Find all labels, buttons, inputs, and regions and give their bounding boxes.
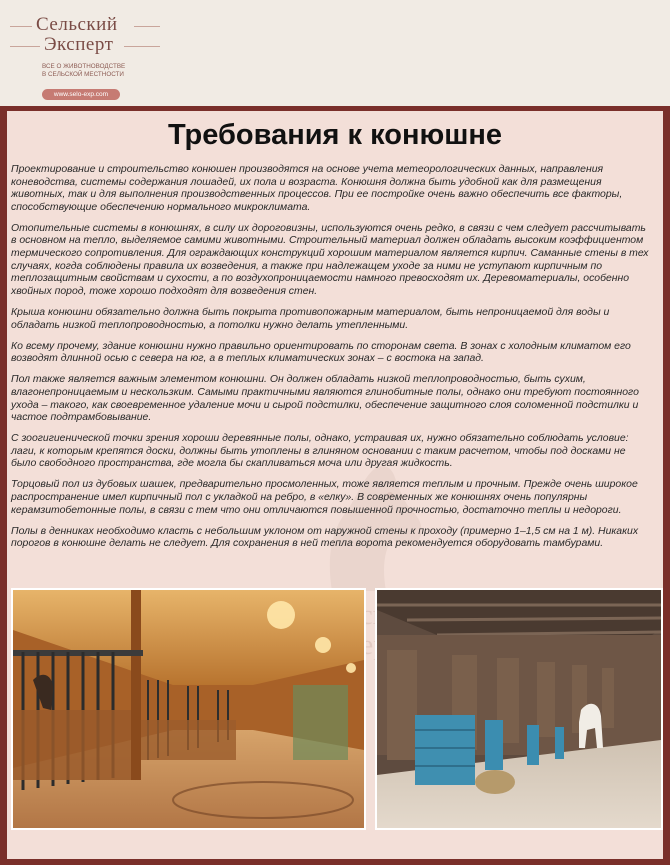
paragraph: С зоогигиенической точки зрения хороши деревянные полы, однако, устраивая их, нужно обязательно соблюдать условие: лаги, к которым крепятся доски, должны быть утоплены в глиняном основании с таким расчетом, чтобы под досками не было свободного пространства, где могла бы скапливаться моча или другая жидкость. xyxy=(11,433,629,470)
barn-interior-image xyxy=(377,590,661,828)
brand-name: Эксперт xyxy=(44,34,114,55)
brand-tagline-line: В СЕЛЬСКОЙ МЕСТНОСТИ xyxy=(42,71,124,78)
stable-photo-wooden xyxy=(11,588,366,830)
brand-divider xyxy=(10,26,32,27)
brand-divider xyxy=(124,46,160,47)
brand-tagline-line: ВСЕ О ЖИВОТНОВОДСТВЕ xyxy=(42,63,126,70)
paragraph: Торцовый пол из дубовых шашек, предварительно просмоленных, тоже является теплым и прочным. Прежде очень широкое распространение имел кирпичный пол с укладкой на ребро, в «елку». В современных же конюшнях очень популярны керамзитобетонные полы, в связи с тем что они отличаются повышенной прочностью, достаточно теплы и недороги. xyxy=(11,479,638,516)
brand-url-link[interactable]: www.selo-exp.com xyxy=(42,89,120,100)
paragraph: Отопительные системы в конюшнях, в силу их дороговизны, используются очень редко, в связи с чем следует рассчитывать в основном на тепло, выделяемое самими животными. Строительный материал должен обладать высоким коэффициентом термического сопротивления. Для ограждающих конструкций хорошим материалом является кирпич. Саманные стены в тех случаях, когда соблюдены правила их возведения, а также при надлежащем уходе за ними не уступают кирпичным по теплозащитным свойствам и сухости, а по воздухопроницаемости намного превосходят их. Деревоматериалы, особенно хвойных пород, тоже хорошо подходят для возведения стен. xyxy=(11,222,649,297)
article xyxy=(7,111,663,859)
paragraph: Проектирование и строительство конюшен производятся на основе учета метеорологических данных, направления коневодства, системы содержания лошадей, их пола и возраста. Конюшня должна быть удобной как для размещения животных, так и для выполнения производственных процессов. При ее постройке очень важно обеспечить все факторы, способствующие обеспечению нормального микроклимата. xyxy=(11,164,623,213)
brand-divider xyxy=(134,26,160,27)
paragraph: Ко всему прочему, здание конюшни нужно правильно ориентировать по сторонам света. В зонах с холодным климатом его возводят длинной осью с севера на юг, а в теплых климатических зонах – с востока на запад. xyxy=(11,340,631,365)
paragraph: Пол также является важным элементом конюшни. Он должен обладать низкой теплопроводностью, быть сухим, влагонепроницаемым и нескользким. Самыми практичными являются глинобитные полы, однако они требуют постоянного ухода – такого, как своевременное удаление мочи и сырой подстилки, обеспечение защитного слоя соломенной подстилки и частое подтрамбовывание. xyxy=(11,374,639,424)
brand-name: Сельский xyxy=(36,14,118,35)
stable-interior-image xyxy=(13,590,364,828)
paragraph: Крыша конюшни обязательно должна быть покрыта противопожарным материалом, быть непроницаемой для воды и обладать низкой теплопроводностью, а потолки нужно делать утепленными. xyxy=(11,306,610,331)
page-title: Требования к конюшне xyxy=(167,119,503,151)
paragraph: Полы в денниках необходимо класть с небольшим уклоном от наружной стены к проходу (примерно 1–1,5 см на 1 м). Никаких порогов в конюшне делать не следует. Для сохранения в ней тепла ворота рекомендуется оборудовать тамбурами. xyxy=(11,525,639,550)
stable-photo-barn xyxy=(375,588,663,830)
brand-tagline xyxy=(42,63,125,79)
brand-logo xyxy=(10,8,162,104)
article-body xyxy=(11,164,651,559)
brand-divider xyxy=(10,46,40,47)
header xyxy=(0,0,670,106)
